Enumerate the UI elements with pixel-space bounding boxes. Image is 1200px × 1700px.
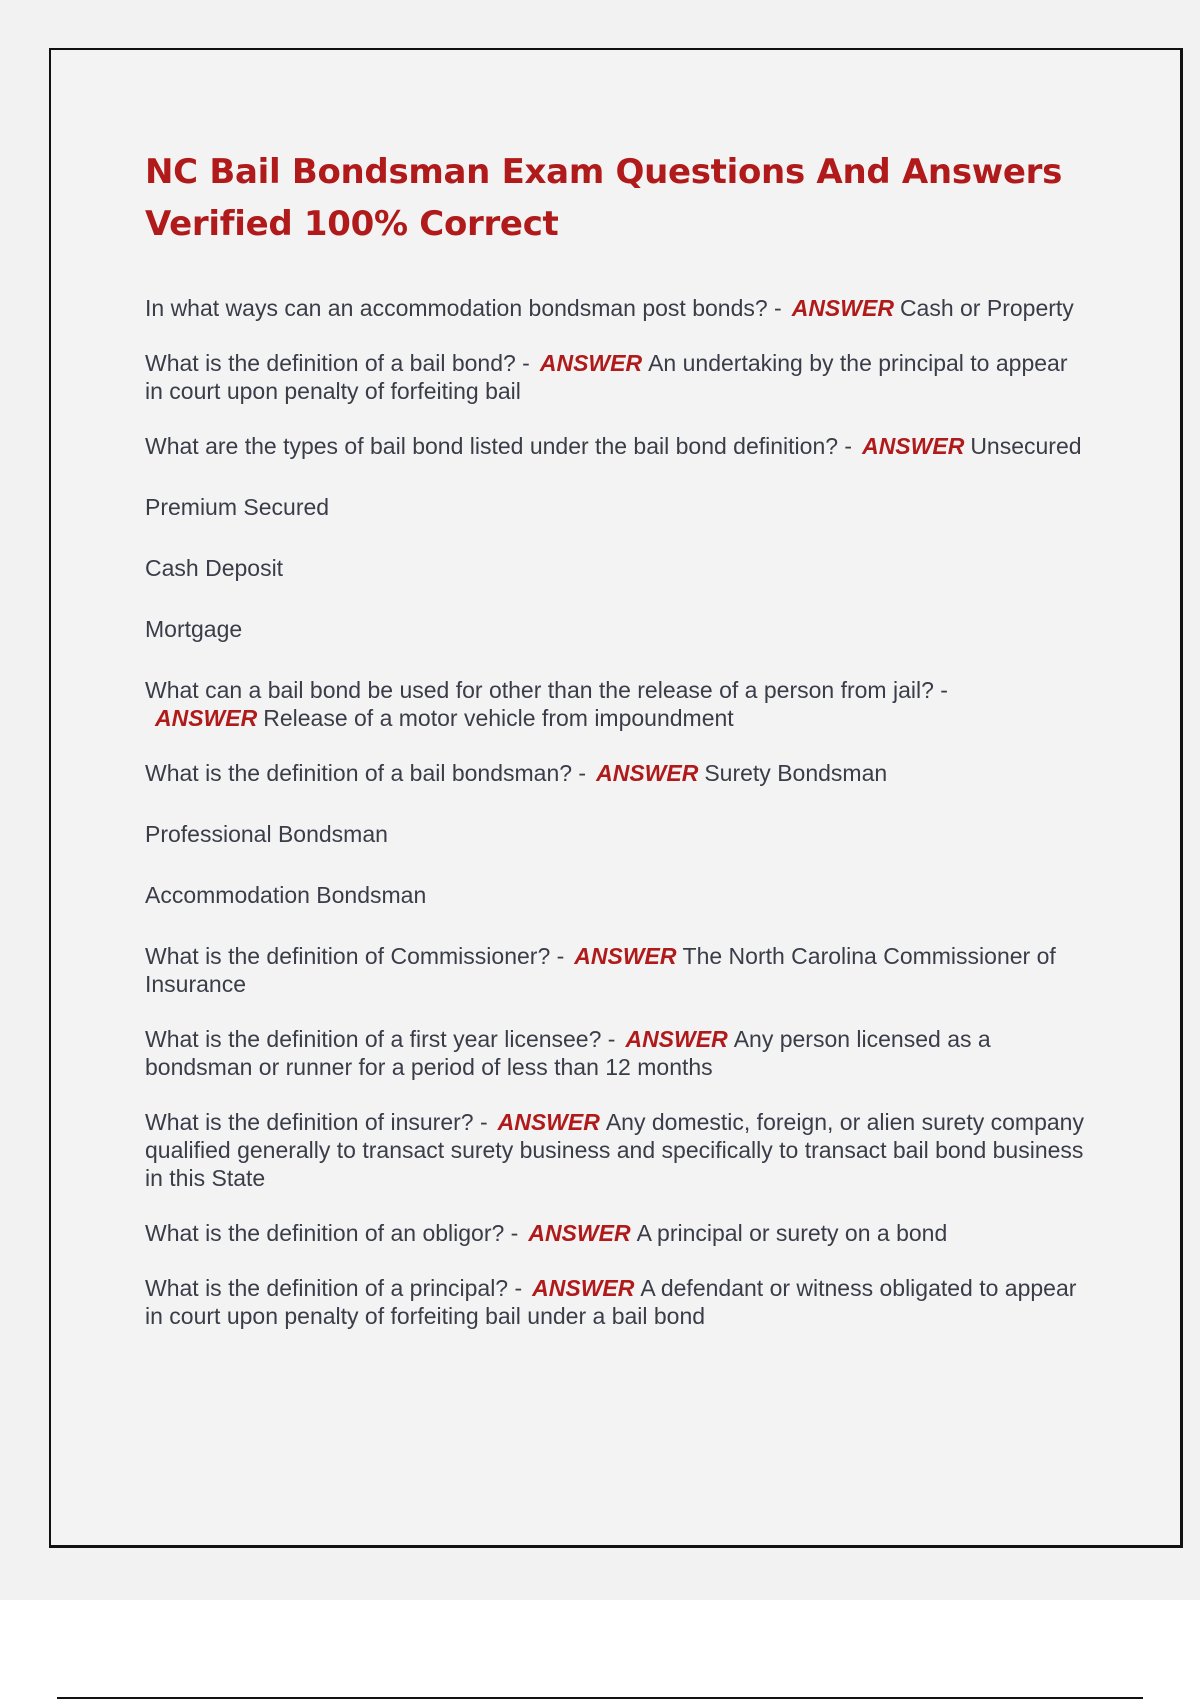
answer-text: Any person licensed as a bondsman or runner for a period of less than 12 months	[145, 1026, 991, 1080]
question-text: In what ways can an accommodation bondsman post bonds? -	[145, 295, 782, 321]
answer-text: A defendant or witness obligated to appear in court upon penalty of forfeiting bail under a bail bond	[145, 1275, 1077, 1329]
answer-list-item: Premium Secured	[145, 494, 330, 520]
answer-label: ANSWER	[497, 1109, 600, 1135]
question-text: What are the types of bail bond listed under the bail bond definition? -	[145, 433, 853, 459]
answer-label: ANSWER	[791, 295, 894, 321]
answer-label: ANSWER	[528, 1220, 631, 1246]
answer-text: Cash or Property	[899, 295, 1074, 321]
question-text: What is the definition of a bail bondsman? -	[145, 760, 587, 786]
page-divider	[57, 1697, 1143, 1699]
answer-list-item: Professional Bondsman	[145, 821, 388, 847]
answer-text: Release of a motor vehicle from impoundment	[263, 705, 734, 731]
answer-list-item: Accommodation Bondsman	[145, 882, 427, 908]
question-text: What is the definition of insurer? -	[145, 1109, 488, 1135]
answer-text: The North Carolina Commissioner of Insurance	[145, 943, 1056, 997]
question-text: What is the definition of a first year licensee? -	[145, 1026, 616, 1052]
answer-text: An undertaking by the principal to appear in court upon penalty of forfeiting bail	[145, 350, 1068, 404]
question-text: What is the definition of a bail bond? -	[145, 350, 530, 376]
qa-entry	[145, 1108, 1085, 1192]
qa-entry	[145, 759, 1085, 787]
qa-entry	[145, 1025, 1085, 1081]
answer-text: Surety Bondsman	[704, 760, 888, 786]
qa-entry	[145, 349, 1085, 405]
qa-entry	[145, 942, 1085, 998]
answer-label: ANSWER	[155, 705, 258, 731]
document-title: NC Bail Bondsman Exam Questions And Answers Verified 100% Correct	[145, 152, 1063, 244]
question-text: What is the definition of an obligor? -	[145, 1220, 519, 1246]
question-text: What can a bail bond be used for other than the release of a person from jail? -	[145, 677, 948, 703]
qa-entry	[145, 432, 1085, 460]
answer-text: Unsecured	[970, 433, 1082, 459]
answer-list-item: Cash Deposit	[145, 555, 284, 581]
answer-label: ANSWER	[532, 1275, 635, 1301]
answer-label: ANSWER	[574, 943, 677, 969]
answer-label: ANSWER	[596, 760, 699, 786]
document-content	[145, 146, 1085, 1357]
answer-label: ANSWER	[539, 350, 643, 376]
qa-entry	[145, 1219, 1085, 1247]
answer-label: ANSWER	[625, 1026, 728, 1052]
answer-text: A principal or surety on a bond	[636, 1220, 948, 1246]
qa-entry	[145, 1274, 1085, 1330]
question-text: What is the definition of Commissioner? -	[145, 943, 565, 969]
answer-text: Any domestic, foreign, or alien surety company qualified generally to transact surety business and specifically to transact bail bond business in this State	[145, 1109, 1084, 1191]
question-text: What is the definition of a principal? -	[145, 1275, 523, 1301]
answer-list-item: Mortgage	[145, 616, 243, 642]
answer-label: ANSWER	[862, 433, 965, 459]
qa-entry	[145, 294, 1085, 322]
qa-entry	[145, 676, 1085, 732]
